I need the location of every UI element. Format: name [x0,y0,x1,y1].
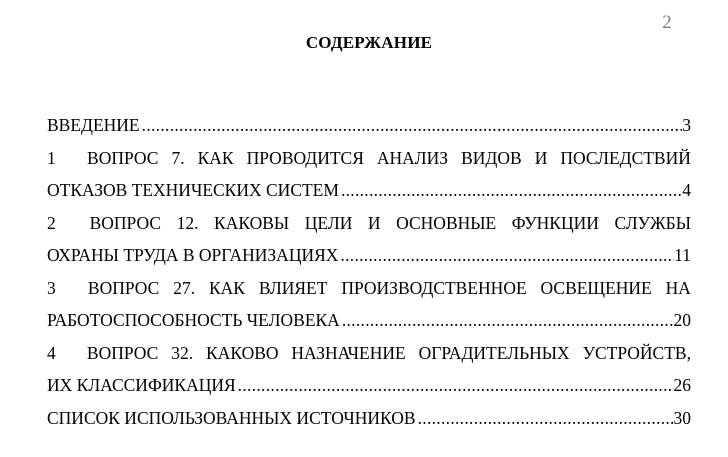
dot-leader [339,174,682,207]
toc-entry-title: СПИСОК ИСПОЛЬЗОВАННЫХ ИСТОЧНИКОВ [47,407,416,428]
toc-entry-page: 3 [682,115,691,135]
dot-leader [338,239,674,272]
toc-word: ПРОИЗВОДСТВЕННОЕ [341,277,527,298]
toc-entry-line [47,369,691,402]
dot-leader [340,304,674,337]
toc-word: ВОПРОС [87,147,159,168]
toc-entry-page: 30 [673,407,691,428]
toc-word: ВОПРОС [87,277,160,298]
toc-entry-title: ИХ КЛАССИФИКАЦИЯ [47,375,236,395]
toc-word: ОСВЕЩЕНИЕ [540,277,652,298]
toc-entry-page: 26 [673,375,691,395]
toc-word: И [367,212,381,233]
toc-entry-line [47,174,691,207]
toc-word: КАКОВЫ [214,212,290,233]
table-of-contents [47,109,691,434]
toc-entry-title: ОХРАНЫ ТРУДА В ОРГАНИЗАЦИЯХ [47,245,339,265]
toc-entry-question-27[interactable] [47,272,691,337]
toc-word: ЦЕЛИ [304,212,353,233]
toc-word: И [534,147,548,168]
toc-title: СОДЕРЖАНИЕ [305,33,433,52]
toc-entry-number: 3 [47,277,56,298]
toc-entry-first-line [47,337,691,370]
toc-entry-line [47,239,691,272]
toc-entry-question-12[interactable] [47,207,691,272]
toc-word: ВИДОВ [461,147,522,168]
toc-word: ПОСЛЕДСТВИЙ [560,147,691,168]
toc-word: ОГРАДИТЕЛЬНЫХ [418,342,570,363]
toc-word: НАЗНАЧЕНИЕ [291,342,406,363]
toc-entry-question-32[interactable] [47,337,691,402]
toc-entry-page: 4 [682,180,691,200]
toc-word: КАК [208,277,245,298]
toc-entry-title: ОТКАЗОВ ТЕХНИЧЕСКИХ СИСТЕМ [47,180,339,200]
toc-word: КАКОВО [206,342,279,363]
toc-word: АНАЛИЗ [376,147,449,168]
toc-word: 12. [176,212,199,233]
toc-word: УСТРОЙСТВ, [582,342,691,363]
toc-entry-title: РАБОТОСПОСОБНОСТЬ ЧЕЛОВЕКА [47,310,340,330]
toc-entry-first-line [47,207,691,240]
dot-leader [416,402,674,435]
toc-word: ПРОВОДИТСЯ [246,147,364,168]
toc-word: ОСНОВНЫЕ [396,212,497,233]
toc-entry-references[interactable] [47,402,691,435]
toc-entry-line [47,402,691,435]
toc-word: ФУНКЦИИ [511,212,599,233]
toc-entry-number: 2 [47,212,56,233]
toc-entry-first-line [47,272,691,305]
toc-word: ВОПРОС [86,342,159,363]
toc-entry-question-7[interactable] [47,142,691,207]
page-number: 2 [662,12,672,33]
toc-entry-first-line [47,142,691,175]
dot-leader [236,369,674,402]
toc-word: ВОПРОС [89,212,161,233]
toc-word: 27. [173,277,196,298]
toc-entry-number: 1 [47,147,56,168]
dot-leader [140,109,683,142]
toc-word: ВЛИЯЕТ [258,277,328,298]
toc-entry-title: ВВЕДЕНИЕ [47,115,140,135]
toc-word: СЛУЖБЫ [614,212,691,233]
toc-word: 7. [171,147,185,168]
toc-entry-line [47,304,691,337]
toc-entry-page: 11 [674,245,691,265]
toc-word: КАК [197,147,234,168]
toc-entry-introduction[interactable] [47,109,691,142]
toc-word: 32. [171,342,194,363]
toc-entry-page: 20 [673,310,691,330]
toc-entry-number: 4 [47,342,56,363]
toc-word: НА [665,277,691,298]
toc-entry-line [47,109,691,142]
